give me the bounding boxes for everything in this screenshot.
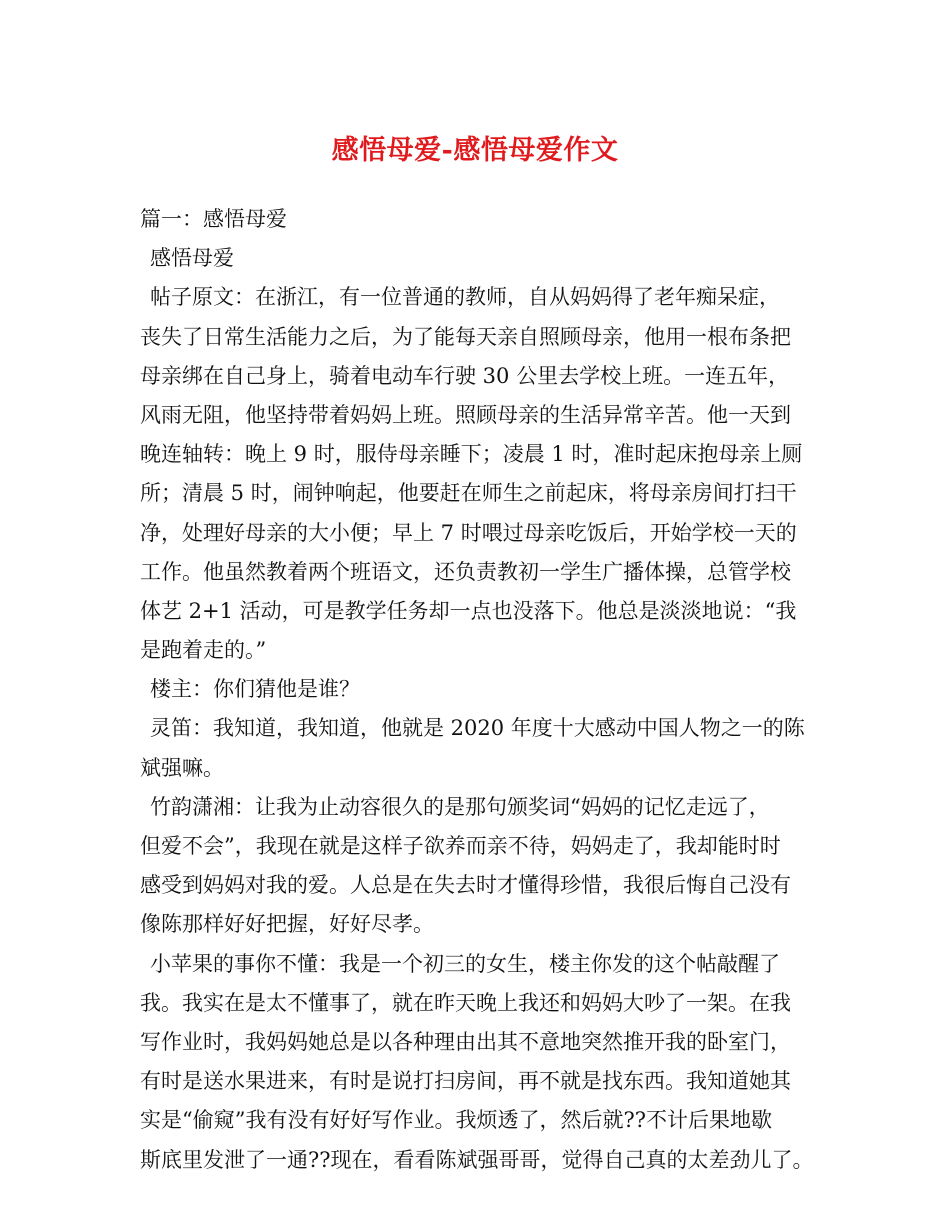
paragraph-line: 帖子原文：在浙江，有一位普通的教师，自从妈妈得了老年痴呆症， [150, 285, 780, 310]
paragraph-line: 工作。他虽然教着两个班语文，还负责教初一学生广播体操，总管学校 [140, 559, 791, 584]
paragraph-line: 体艺 2+1 活动，可是教学任务却一点也没落下。他总是淡淡地说：“我 [140, 598, 797, 623]
paragraph-line: 是跑着走的。” [140, 638, 267, 663]
paragraph-line: 灵笛：我知道，我知道，他就是 2020 年度十大感动中国人物之一的陈 [150, 716, 805, 741]
document-title: 感悟母爱-感悟母爱作文 [331, 135, 619, 166]
paragraph-line: 斌强嘛。 [140, 755, 224, 780]
paragraph-line: 写作业时，我妈妈她总是以各种理由出其不意地突然推开我的卧室门， [140, 1029, 791, 1054]
section-heading: 篇一：感悟母爱 [140, 207, 287, 231]
document-body [140, 200, 830, 1180]
paragraph-line: 丧失了日常生活能力之后，为了能每天亲自照顾母亲，他用一根布条把 [140, 324, 791, 349]
paragraph-line: 风雨无阻，他坚持带着妈妈上班。照顾母亲的生活异常辛苦。他一天到 [140, 402, 791, 427]
paragraph-line: 实是“偷窥”我有没有好好写作业。我烦透了，然后就??不计后果地歇 [140, 1108, 772, 1133]
subheading: 感悟母爱 [150, 246, 234, 271]
paragraph-line: 所；清晨 5 时，闹钟响起，他要赶在师生之前起床，将母亲房间打扫干 [140, 481, 797, 506]
paragraph-line: 我。我实在是太不懂事了，就在昨天晚上我还和妈妈大吵了一架。在我 [140, 990, 791, 1015]
paragraph-line: 斯底里发泄了一通??现在，看看陈斌强哥哥，觉得自己真的太差劲儿了。 [140, 1147, 814, 1172]
paragraph-line: 有时是送水果进来，有时是说打扫房间，再不就是找东西。我知道她其 [140, 1069, 791, 1094]
paragraph-line: 但爱不会”，我现在就是这样子欲养而亲不待，妈妈走了，我却能时时 [140, 834, 781, 858]
paragraph-line: 净，处理好母亲的大小便；早上 7 时喂过母亲吃饭后，开始学校一天的 [140, 520, 797, 545]
paragraph-line: 感受到妈妈对我的爱。人总是在失去时才懂得珍惜，我很后悔自己没有 [140, 873, 791, 898]
paragraph-line: 楼主：你们猜他是谁？ [150, 677, 360, 702]
paragraph-line: 像陈那样好好把握，好好尽孝。 [140, 912, 434, 937]
paragraph-line: 晚连轴转：晚上 9 时，服侍母亲睡下；凌晨 1 时，准时起床抱母亲上厕 [140, 442, 803, 467]
paragraph-line: 竹韵潇湘：让我为止动容很久的是那句颁奖词“妈妈的记忆走远了， [150, 794, 770, 819]
paragraph-line: 小苹果的事你不懂：我是一个初三的女生，楼主你发的这个帖敲醒了 [150, 951, 780, 976]
paragraph-line: 母亲绑在自己身上，骑着电动车行驶 30 公里去学校上班。一连五年， [140, 363, 790, 388]
